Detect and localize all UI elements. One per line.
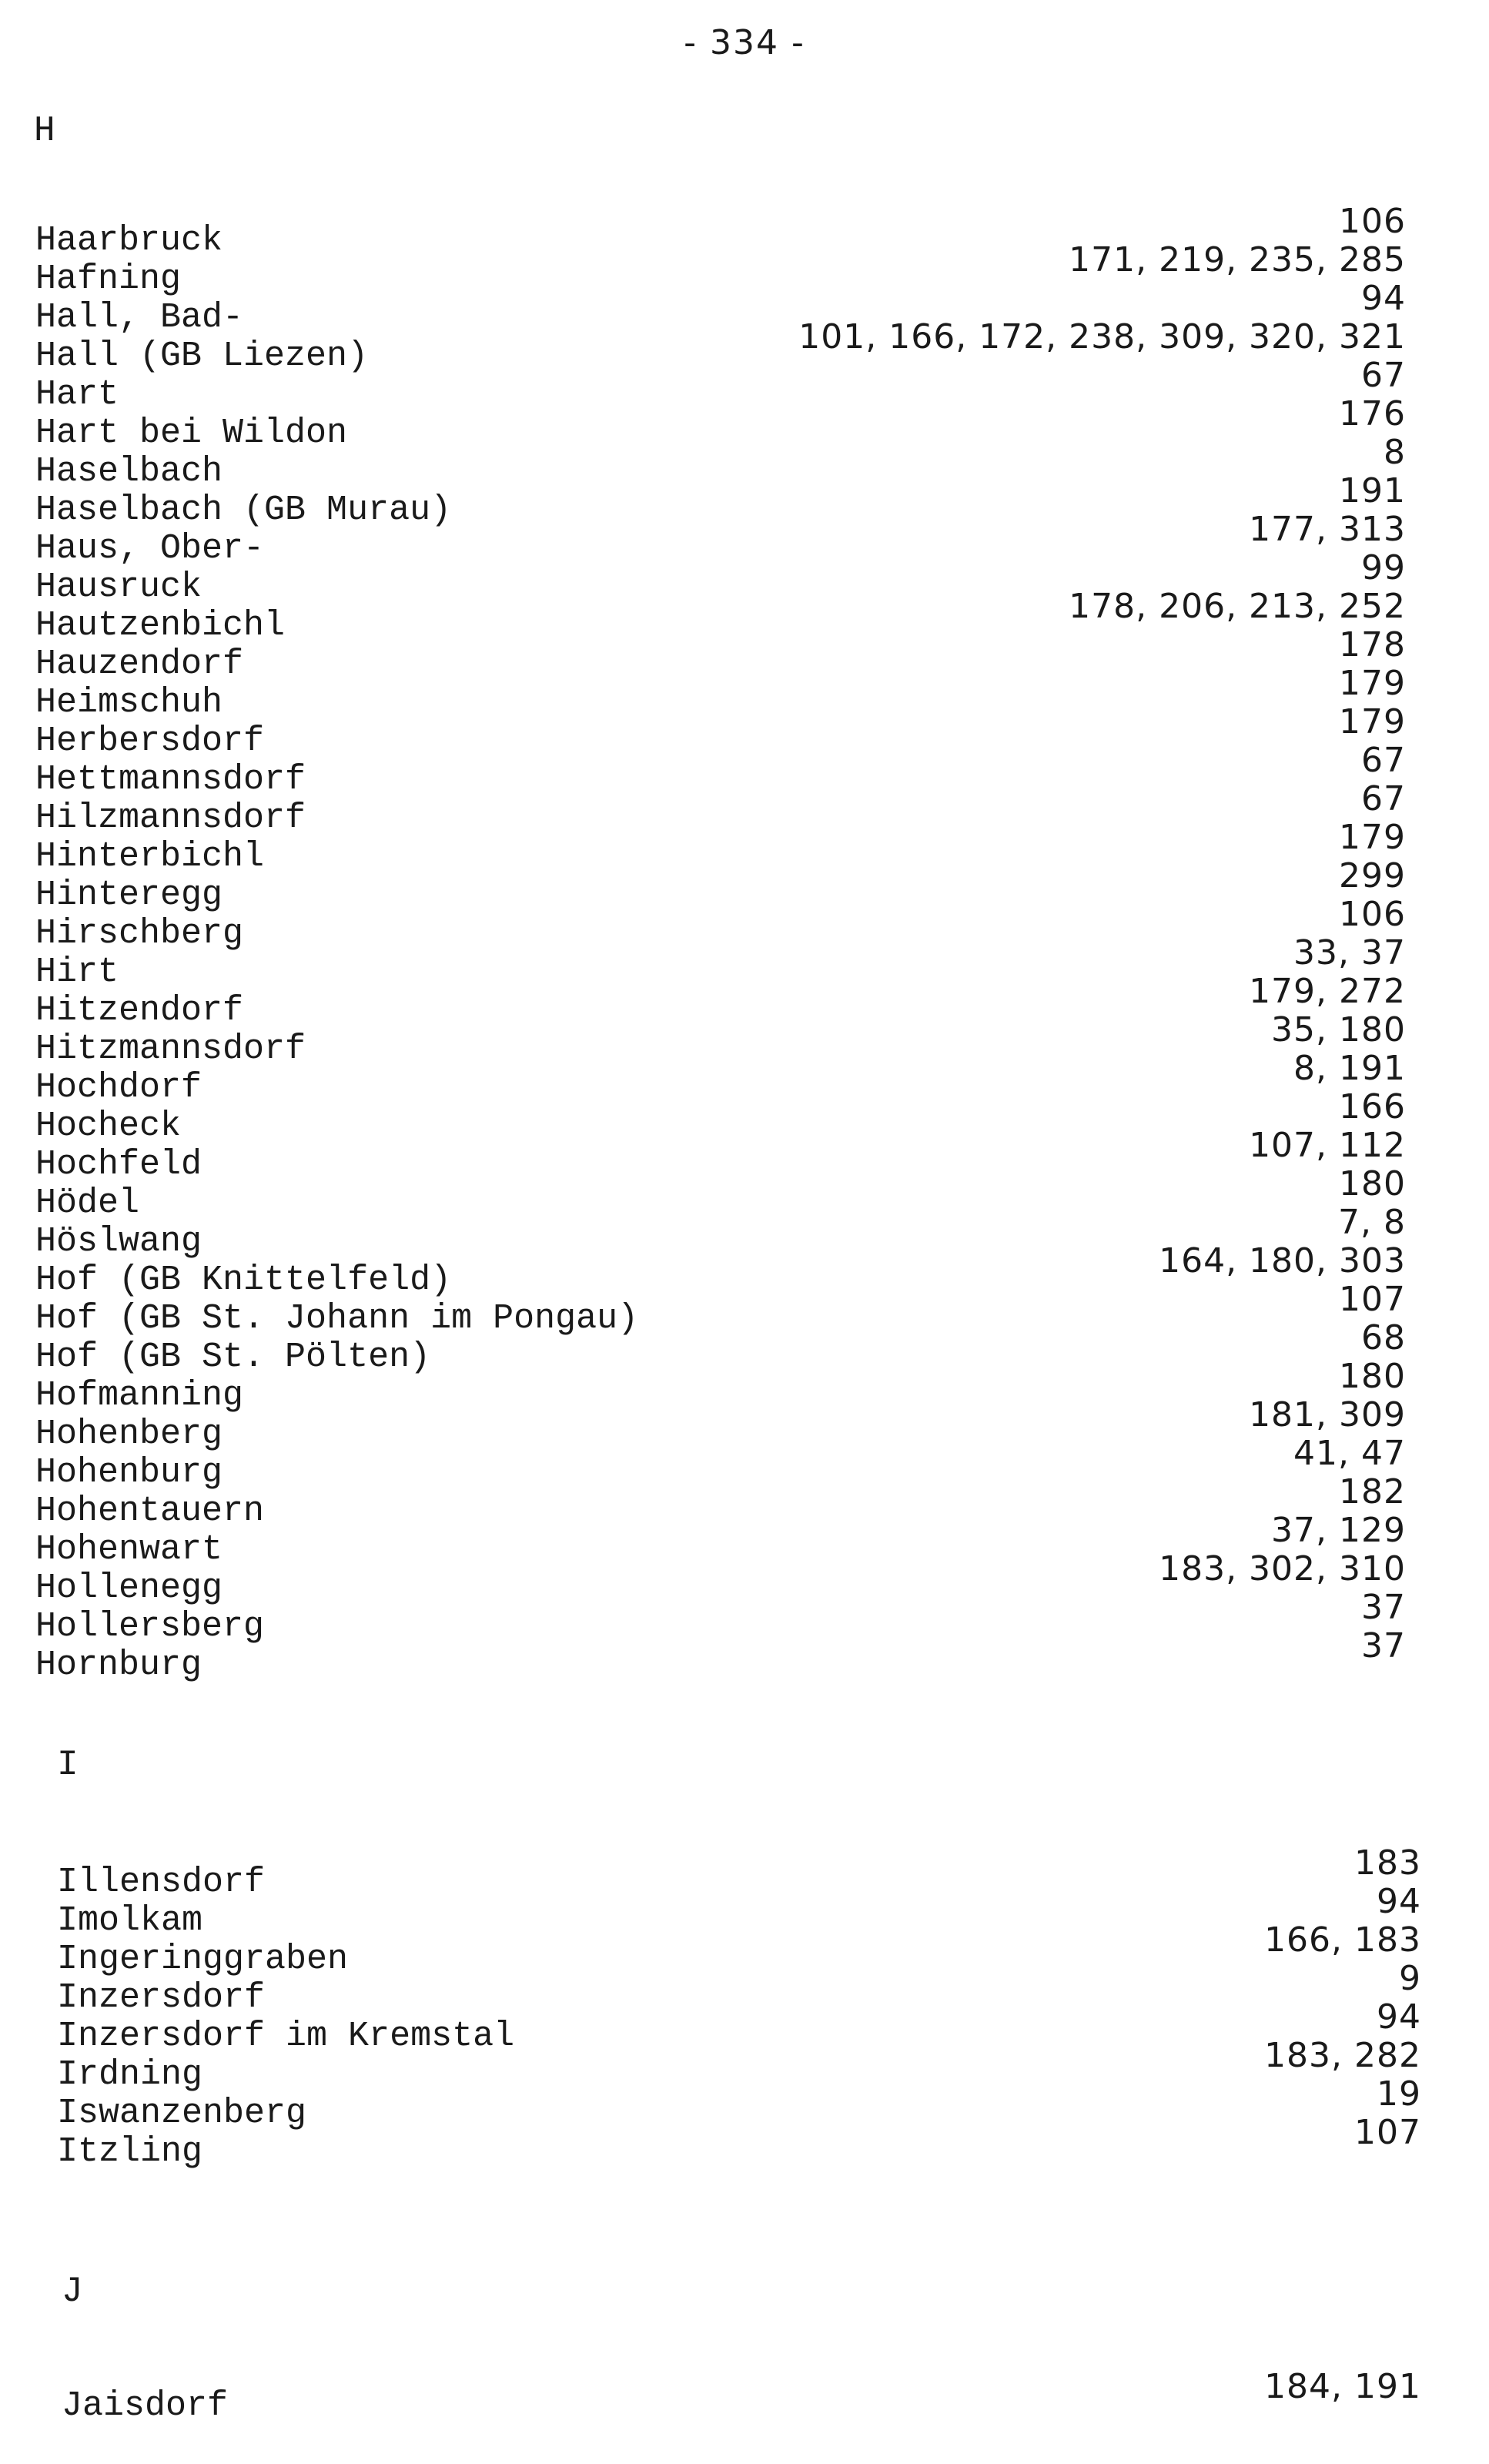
entry-page-references: 68 bbox=[1361, 1318, 1406, 1358]
entry-page-references: 94 bbox=[1361, 279, 1406, 318]
entry-name: Hinterbichl bbox=[35, 837, 265, 876]
entry-name: Iswanzenberg bbox=[57, 2094, 307, 2133]
entry-name: Heimschuh bbox=[35, 683, 223, 722]
entry-name: Hinteregg bbox=[35, 875, 223, 915]
entry-name: Hart bbox=[35, 375, 119, 414]
entry-name: Herbersdorf bbox=[35, 721, 265, 761]
entry-page-references: 101, 166, 172, 238, 309, 320, 321 bbox=[798, 317, 1406, 357]
index-section-i bbox=[57, 1843, 1421, 2171]
entry-name: Haselbach (GB Murau) bbox=[35, 490, 452, 530]
entry-name: Haus, Ober- bbox=[35, 529, 265, 568]
entry-name: Hofmanning bbox=[35, 1376, 244, 1415]
entry-page-references: 106 bbox=[1339, 202, 1406, 241]
section-letter-h: H bbox=[34, 111, 55, 151]
entry-page-references: 94 bbox=[1377, 1997, 1421, 2037]
section-letter-j: J bbox=[62, 2272, 83, 2312]
entry-page-references: 177, 313 bbox=[1249, 510, 1406, 549]
entry-name: Hohenberg bbox=[35, 1414, 223, 1454]
entry-page-references: 183 bbox=[1354, 1843, 1421, 1883]
entry-name: Hochfeld bbox=[35, 1145, 202, 1184]
entry-page-references: 183, 302, 310 bbox=[1159, 1549, 1406, 1589]
entry-page-references: 41, 47 bbox=[1293, 1434, 1406, 1473]
entry-page-references: 67 bbox=[1361, 779, 1406, 819]
entry-name: Hausruck bbox=[35, 567, 202, 607]
entry-name: Hitzmannsdorf bbox=[35, 1029, 306, 1069]
entry-name: Hettmannsdorf bbox=[35, 760, 306, 799]
entry-name: Hof (GB Knittelfeld) bbox=[35, 1260, 452, 1300]
entry-name: Irdning bbox=[57, 2055, 203, 2094]
entry-name: Hirschberg bbox=[35, 914, 244, 953]
entry-page-references: 107 bbox=[1354, 2113, 1421, 2152]
entry-name: Hirt bbox=[35, 952, 119, 992]
index-entry bbox=[62, 2367, 1421, 2426]
entry-name: Itzling bbox=[57, 2132, 203, 2171]
entry-page-references: 8 bbox=[1384, 433, 1406, 472]
entry-page-references: 176 bbox=[1339, 394, 1406, 434]
index-entry bbox=[57, 1843, 1421, 1902]
entry-name: Hollersberg bbox=[35, 1607, 265, 1646]
entry-name: Hohentauern bbox=[35, 1491, 265, 1531]
entry-name: Imolkam bbox=[57, 1901, 203, 1940]
entry-page-references: 166, 183 bbox=[1264, 1920, 1421, 1960]
index-entry bbox=[35, 471, 1406, 530]
entry-name: Hafning bbox=[35, 259, 182, 299]
entry-name: Hof (GB St. Pölten) bbox=[35, 1337, 431, 1377]
entry-name: Inzersdorf im Kremstal bbox=[57, 2017, 515, 2056]
entry-page-references: 183, 282 bbox=[1264, 2036, 1421, 2075]
entry-page-references: 67 bbox=[1361, 741, 1406, 780]
page-number: - 334 - bbox=[684, 23, 805, 62]
entry-page-references: 99 bbox=[1361, 548, 1406, 588]
entry-name: Hautzenbichl bbox=[35, 606, 286, 645]
entry-name: Haselbach bbox=[35, 452, 223, 491]
entry-name: Hohenwart bbox=[35, 1530, 223, 1569]
entry-page-references: 67 bbox=[1361, 356, 1406, 395]
entry-name: Hödel bbox=[35, 1183, 140, 1223]
entry-page-references: 191 bbox=[1339, 471, 1406, 511]
entry-name: Hornburg bbox=[35, 1645, 202, 1685]
entry-name: Hochdorf bbox=[35, 1068, 202, 1107]
entry-page-references: 179, 272 bbox=[1249, 972, 1406, 1011]
entry-name: Hof (GB St. Johann im Pongau) bbox=[35, 1299, 639, 1338]
entry-page-references: 184, 191 bbox=[1264, 2367, 1421, 2406]
entry-page-references: 171, 219, 235, 285 bbox=[1069, 240, 1406, 280]
entry-page-references: 7, 8 bbox=[1338, 1203, 1406, 1242]
entry-page-references: 179 bbox=[1339, 702, 1406, 742]
entry-page-references: 164, 180, 303 bbox=[1159, 1241, 1406, 1281]
index-entry bbox=[57, 1997, 1421, 2056]
entry-name: Hitzendorf bbox=[35, 991, 244, 1030]
entry-name: Illensdorf bbox=[57, 1863, 266, 1902]
entry-page-references: 9 bbox=[1399, 1959, 1421, 1998]
entry-name: Hilzmannsdorf bbox=[35, 798, 306, 838]
entry-name: Inzersdorf bbox=[57, 1978, 266, 2017]
entry-name: Hohenburg bbox=[35, 1453, 223, 1492]
index-section-h bbox=[35, 202, 1406, 1685]
entry-page-references: 179 bbox=[1339, 664, 1406, 703]
entry-page-references: 8, 191 bbox=[1293, 1049, 1406, 1088]
index-entry bbox=[35, 394, 1406, 453]
entry-page-references: 33, 37 bbox=[1293, 933, 1406, 973]
entry-page-references: 107 bbox=[1339, 1280, 1406, 1319]
index-section-j bbox=[62, 2367, 1421, 2426]
entry-page-references: 178, 206, 213, 252 bbox=[1069, 587, 1406, 626]
entry-name: Hocheck bbox=[35, 1106, 182, 1146]
entry-name: Jaisdorf bbox=[62, 2386, 229, 2426]
entry-page-references: 181, 309 bbox=[1249, 1395, 1406, 1435]
entry-page-references: 299 bbox=[1339, 856, 1406, 896]
entry-page-references: 37 bbox=[1361, 1626, 1406, 1666]
entry-name: Hollenegg bbox=[35, 1568, 223, 1608]
entry-name: Höslwang bbox=[35, 1222, 202, 1261]
entry-page-references: 35, 180 bbox=[1271, 1010, 1406, 1050]
entry-name: Hall (GB Liezen) bbox=[35, 336, 369, 376]
entry-page-references: 94 bbox=[1377, 1882, 1421, 1921]
entry-name: Hauzendorf bbox=[35, 644, 244, 684]
entry-page-references: 180 bbox=[1339, 1357, 1406, 1396]
entry-page-references: 37, 129 bbox=[1271, 1511, 1406, 1550]
entry-page-references: 19 bbox=[1377, 2074, 1421, 2114]
entry-name: Ingeringgraben bbox=[57, 1940, 349, 1979]
entry-page-references: 182 bbox=[1339, 1472, 1406, 1512]
entry-page-references: 180 bbox=[1339, 1164, 1406, 1204]
entry-page-references: 107, 112 bbox=[1249, 1126, 1406, 1165]
entry-page-references: 37 bbox=[1361, 1588, 1406, 1627]
entry-page-references: 106 bbox=[1339, 895, 1406, 934]
entry-page-references: 166 bbox=[1339, 1087, 1406, 1127]
entry-page-references: 178 bbox=[1339, 625, 1406, 665]
entry-name: Hart bei Wildon bbox=[35, 413, 348, 453]
section-letter-i: I bbox=[57, 1745, 79, 1785]
entry-name: Haarbruck bbox=[35, 221, 223, 260]
entry-name: Hall, Bad- bbox=[35, 298, 244, 337]
entry-page-references: 179 bbox=[1339, 818, 1406, 857]
